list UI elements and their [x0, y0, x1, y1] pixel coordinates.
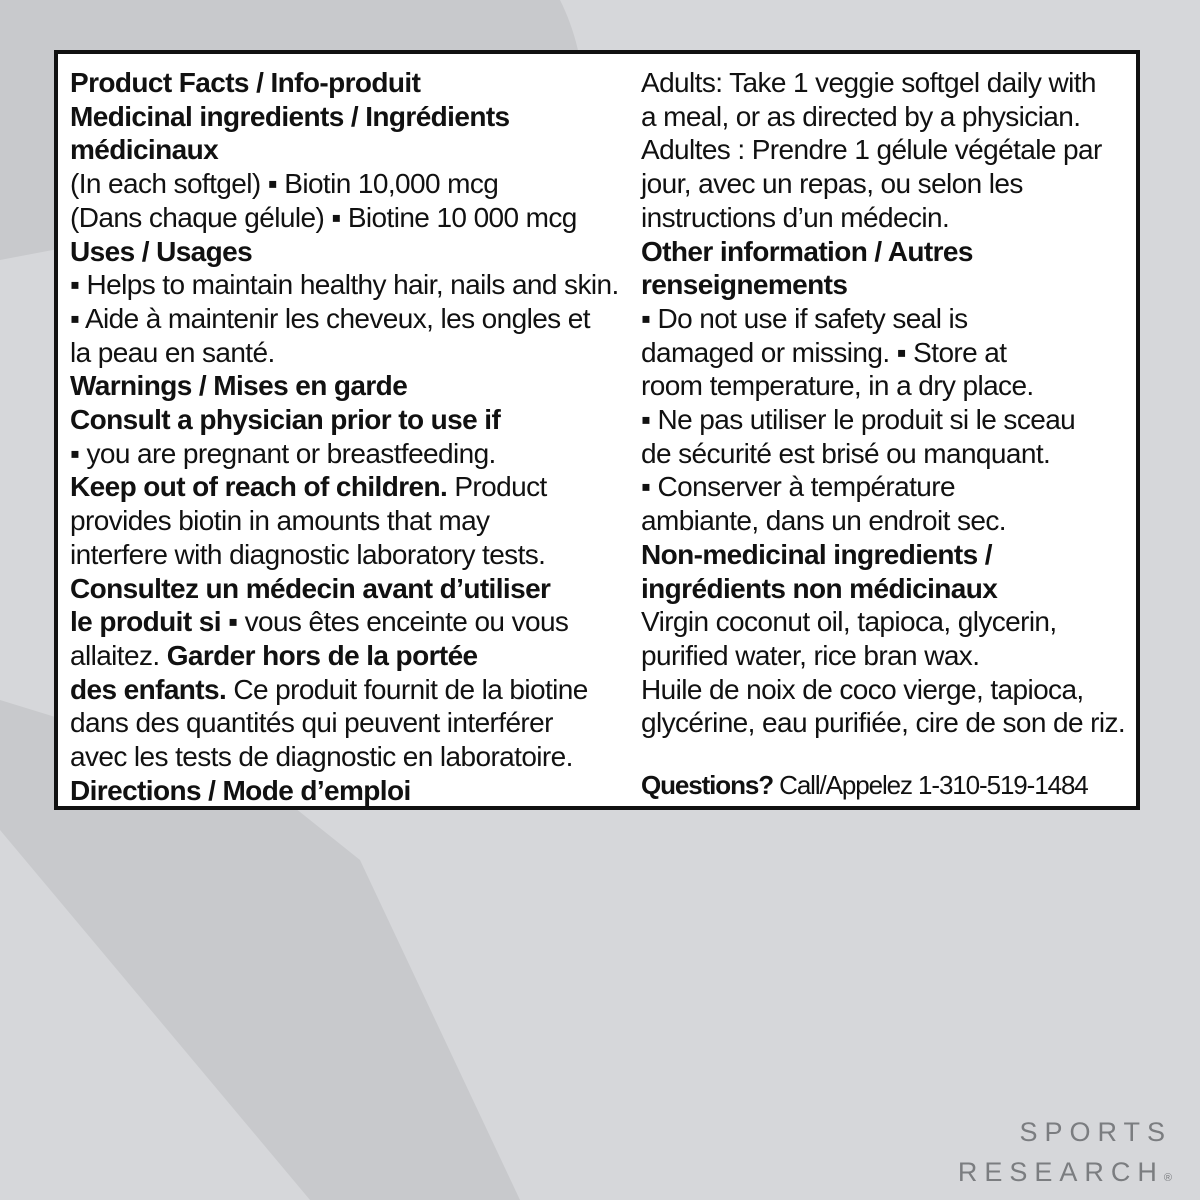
biotine-note-cont: avec les tests de diagnostic en laboratoire. [70, 741, 573, 773]
questions-label: Questions? [641, 770, 774, 800]
consult-fr-line: le produit si ▪ vous êtes enceinte ou vous [70, 606, 569, 638]
safety-seal-en: ▪ Do not use if safety seal is [641, 302, 968, 334]
directions-fr-end: instructions d’un médecin. [641, 201, 950, 233]
ingredients-en-cont: purified water, rice bran wax. [641, 639, 980, 671]
ingredients-fr: Huile de noix de coco vierge, tapioca, [641, 673, 1084, 705]
right-column [641, 66, 1133, 740]
directions-en-cont: a meal, or as directed by a physician. [641, 100, 1081, 132]
store-en: damaged or missing. ▪ Store at [641, 336, 1007, 368]
safety-seal-fr: ▪ Ne pas utiliser le produit si le sceau [641, 404, 1076, 436]
uses-heading: Uses / Usages [70, 235, 253, 267]
directions-heading: Directions / Mode d’emploi [70, 774, 411, 806]
biotin-note-cont: interfere with diagnostic laboratory tests. [70, 538, 546, 570]
pregnant-line: ▪ you are pregnant or breastfeeding. [70, 437, 496, 469]
uses-fr-cont: la peau en santé. [70, 336, 275, 368]
brand-logo [958, 1112, 1172, 1198]
store-fr-cont: ambiante, dans un endroit sec. [641, 505, 1006, 537]
ingredients-en: Virgin coconut oil, tapioca, glycerin, [641, 606, 1057, 638]
brand-line-1: SPORTS [1019, 1117, 1172, 1147]
consult-fr-heading: Consultez un médecin avant d’utiliser [70, 572, 551, 604]
non-medicinal-heading: Non-medicinal ingredients / [641, 538, 992, 570]
directions-fr-cont: jour, avec un repas, ou selon les [641, 168, 1023, 200]
brand-line-2: RESEARCH® [957, 1157, 1172, 1187]
biotin-fr: (Dans chaque gélule) ▪ Biotine 10 000 mcg [70, 201, 577, 233]
uses-fr: ▪ Aide à maintenir les cheveux, les ongles et [70, 302, 590, 334]
biotin-en: (In each softgel) ▪ Biotin 10,000 mcg [70, 168, 499, 200]
keep-out-line: Keep out of reach of children. Product [70, 471, 547, 503]
other-info-heading: Other information / Autres [641, 235, 973, 267]
phone-number: Call/Appelez 1-310-519-1484 [773, 770, 1088, 800]
safety-seal-fr-cont: de sécurité est brisé ou manquant. [641, 437, 1051, 469]
medicinal-heading-cont: médicinaux [70, 134, 219, 166]
biotine-note: dans des quantités qui peuvent interférer [70, 707, 553, 739]
enfants-line: des enfants. Ce produit fournit de la biotine [70, 673, 588, 705]
left-column [70, 66, 640, 807]
product-facts-heading: Product Facts / Info-produit [70, 67, 421, 98]
registered-mark: ® [1163, 1172, 1172, 1184]
other-info-heading-cont: renseignements [641, 269, 848, 301]
product-facts-panel [54, 50, 1140, 810]
consult-heading: Consult a physician prior to use if [70, 404, 501, 436]
directions-en: Adults: Take 1 veggie softgel daily with [641, 67, 1096, 98]
warnings-heading: Warnings / Mises en garde [70, 370, 408, 402]
ingredients-fr-cont: glycérine, eau purifiée, cire de son de riz. [641, 707, 1126, 739]
medicinal-heading: Medicinal ingredients / Ingrédients [70, 100, 510, 132]
non-medicinal-heading-fr: ingrédients non médicinaux [641, 572, 998, 604]
store-fr: ▪ Conserver à température [641, 471, 955, 503]
directions-fr: Adultes : Prendre 1 gélule végétale par [641, 134, 1102, 166]
garder-line: allaitez. Garder hors de la portée [70, 639, 478, 671]
questions-line [641, 770, 1133, 800]
biotin-note: provides biotin in amounts that may [70, 505, 490, 537]
store-en-cont: room temperature, in a dry place. [641, 370, 1034, 402]
uses-en: ▪ Helps to maintain healthy hair, nails and skin. [70, 269, 619, 301]
